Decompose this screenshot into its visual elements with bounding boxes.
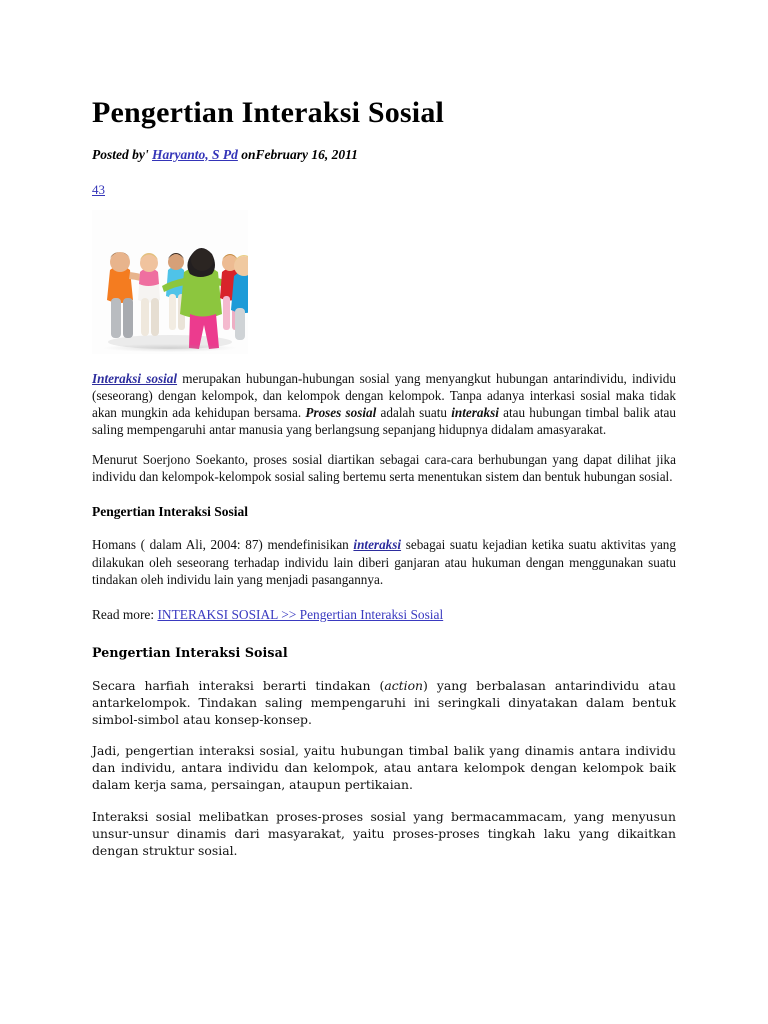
p3-text-2: sebagai suatu kejadian ketika suatu aktivitas yang dilakukan oleh seseorang terhadap individu lain diberi ganjaran atau hukuman dengan menggunakan suatu tindakan oleh individu lain yang menjadi pasangannya. — [92, 537, 676, 587]
byline-suffix: onFebruary 16, 2011 — [237, 146, 358, 162]
p1-text-3: atau hubungan timbal balik atau saling mempengaruhi antar manusia yang berlangsung sepanjang hidupnya didalam amasyarakat. — [92, 404, 677, 437]
p4-text-1: Secara harfiah interaksi berarti tindakan ( — [92, 677, 385, 693]
interaksi-sosial-link[interactable]: Interaksi sosial — [92, 370, 178, 386]
photo-shadow — [104, 344, 235, 352]
paragraph-3 — [92, 536, 676, 587]
comment-count-link[interactable]: 43 — [92, 181, 105, 197]
page-title: Pengertian Interaksi Sosial — [92, 96, 445, 129]
p4-text-2: ) yang berbalasan antarindividu atau antarkelompok. Tindakan saling mempengaruhi ini seringkali dinyatakan dalam bentuk simbol-simbol atau konsep-konsep. — [92, 677, 676, 727]
read-more-line — [92, 607, 676, 623]
section-heading-2: Pengertian Interaksi Soisal — [92, 644, 288, 660]
photo-children-circle — [92, 210, 248, 354]
byline — [92, 147, 676, 163]
article-photo — [92, 210, 248, 354]
read-more-label: Read more: — [92, 606, 158, 622]
p1-text-2: adalah suatu — [376, 404, 452, 420]
interaksi-link[interactable]: interaksi — [353, 537, 402, 553]
p3-text-1: Homans ( dalam Ali, 2004: 87) mendefinisikan — [92, 537, 354, 553]
section-heading-1: Pengertian Interaksi Sosial — [92, 504, 249, 520]
children-illustration — [92, 210, 248, 354]
paragraph-6: Interaksi sosial melibatkan proses-proses sosial yang bermacammacam, yang menyusun unsur-unsur dinamis dari masyarakat, yaitu proses-proses tingkah laku yang dikaitkan dengan struktur sosial. — [92, 809, 676, 858]
document-content — [92, 96, 676, 875]
p1-emphasis-1: Proses sosial — [305, 404, 377, 420]
read-more-link[interactable]: INTERAKSI SOSIAL >> Pengertian Interaksi Sosial — [157, 606, 444, 622]
p4-italic-action: action — [384, 677, 424, 693]
p1-text-1: merupakan hubungan-hubungan sosial yang menyangkut hubungan antarindividu, individu (seseorang) dengan kelompok, dan kelompok dengan kelompok. Tanpa adanya interkasi sosial maka tidak akan mungkin ada kehidupan bersama. — [92, 370, 676, 420]
paragraph-1 — [92, 370, 676, 439]
author-link[interactable]: Haryanto, S Pd — [152, 146, 238, 162]
paragraph-4 — [92, 678, 676, 729]
paragraph-5: Jadi, pengertian interaksi sosial, yaitu hubungan timbal balik yang dinamis antara individu dan individu, antara individu dan kelompok, atau antara kelompok dengan kelompok baik dalam kerja sama, persaingan, ataupun pertikaian. — [92, 743, 676, 793]
paragraph-2: Menurut Soerjono Soekanto, proses sosial diartikan sebagai cara-cara berhubungan yang dapat dilihat jika individu dan kelompok-kelompok sosial saling bertemu serta menentukan sistem dan bentuk hubungan sosial. — [92, 452, 676, 485]
byline-prefix: Posted by' — [92, 146, 152, 162]
p1-emphasis-2: interaksi — [451, 404, 499, 420]
